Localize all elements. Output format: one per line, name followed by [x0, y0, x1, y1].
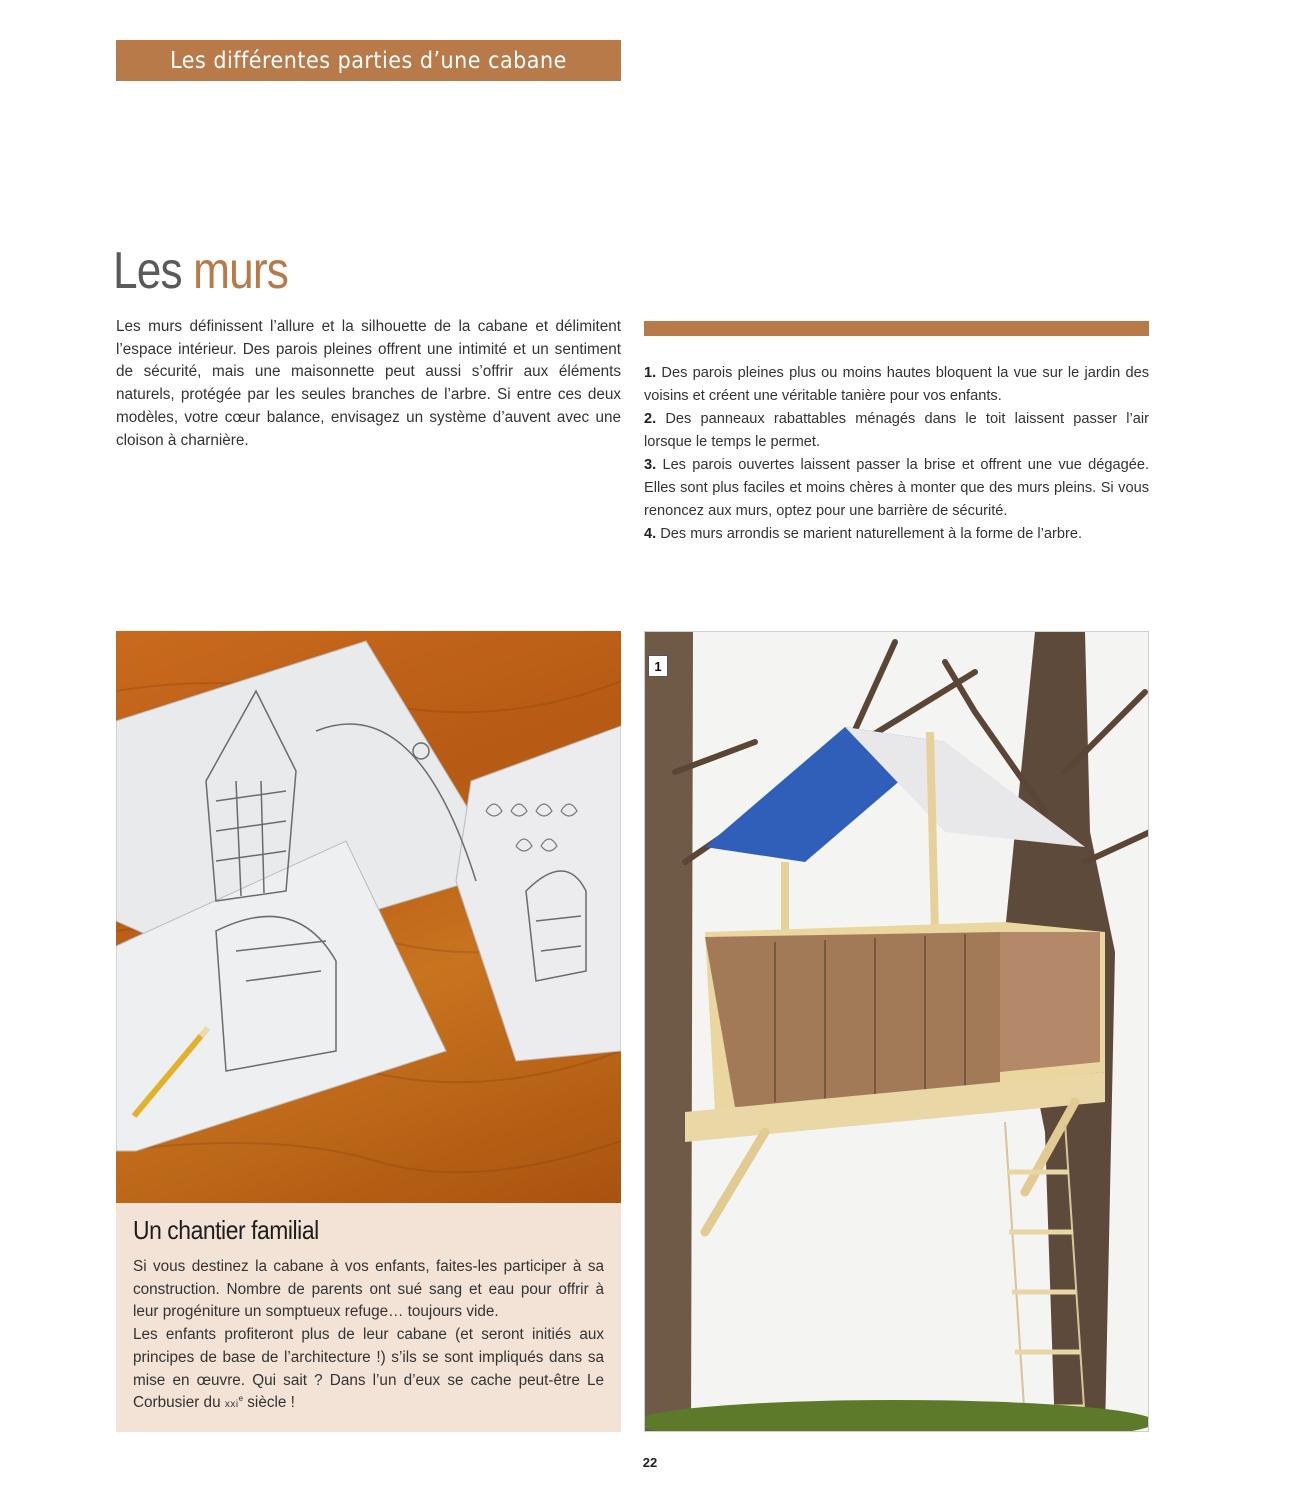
numbered-captions	[644, 362, 1149, 546]
list-item	[644, 454, 1149, 523]
treehouse-photo	[644, 631, 1149, 1432]
list-item	[644, 362, 1149, 408]
list-item-number: 3.	[644, 457, 657, 473]
list-item-text: Des parois pleines plus ou moins hautes bloquent la vue sur le jardin des voisins et créent une véritable tanière pour vos enfants.	[644, 365, 1149, 404]
sidebar-paragraph-text: Les enfants profiteront plus de leur cabane (et seront initiés aux principes de base de l’architecture !) s’ils se sont impliqués dans sa mise en œuvre. Qui sait ? Dans l’un d’eux se cache peut-être Le Corbusier du	[133, 1326, 604, 1412]
century-superscript: e	[238, 1394, 244, 1404]
sidebar-title: Un chantier familial	[133, 1215, 319, 1245]
list-item-text: Des panneaux rabattables ménagés dans le toit laissent passer l’air lorsque le temps le permet.	[644, 411, 1149, 450]
list-item	[644, 408, 1149, 454]
sidebar-box	[116, 1203, 621, 1432]
chapter-banner: Les différentes parties d’une cabane	[116, 40, 621, 81]
treehouse-illustration	[645, 632, 1149, 1432]
sidebar-paragraph-end: siècle !	[247, 1394, 295, 1412]
drawings-photo	[116, 631, 621, 1203]
century-numeral: xxi	[224, 1399, 239, 1411]
accent-rule	[644, 321, 1149, 336]
section-title-part1: Les	[113, 242, 182, 300]
figure-number-badge: 1	[648, 655, 668, 677]
list-item-number: 2.	[644, 411, 657, 427]
sidebar-paragraph	[133, 1324, 604, 1417]
list-item-number: 1.	[644, 365, 657, 381]
list-item	[644, 523, 1149, 546]
drawings-illustration	[116, 631, 621, 1203]
list-item-text: Les parois ouvertes laissent passer la brise et offrent une vue dégagée. Elles sont plus faciles et moins chères à monter que des murs pleins. Si vous renoncez aux murs, optez pour une barrière de sécurité.	[644, 457, 1149, 519]
sidebar-body	[133, 1256, 604, 1417]
intro-paragraph: Les murs définissent l’allure et la silhouette de la cabane et délimitent l’espace intérieur. Des parois pleines offrent une intimité et un sentiment de sécurité, mais une maisonnette peut aussi s’offrir aux éléments naturels, protégée par les seules branches de l’arbre. Si entre ces deux modèles, votre cœur balance, envisagez un système d’auvent avec une cloison à charnière.	[116, 318, 621, 449]
list-item-text: Des murs arrondis se marient naturellement à la forme de l’arbre.	[660, 526, 1083, 542]
section-title-part2: murs	[193, 242, 288, 300]
sidebar-paragraph: Si vous destinez la cabane à vos enfants, faites-les participer à sa construction. Nombre de parents ont sué sang et eau pour offrir à leur progéniture un somptueux refuge… toujours vide.	[133, 1258, 604, 1321]
section-title	[113, 240, 288, 302]
page-number: 22	[642, 1455, 658, 1470]
list-item-number: 4.	[644, 526, 657, 542]
